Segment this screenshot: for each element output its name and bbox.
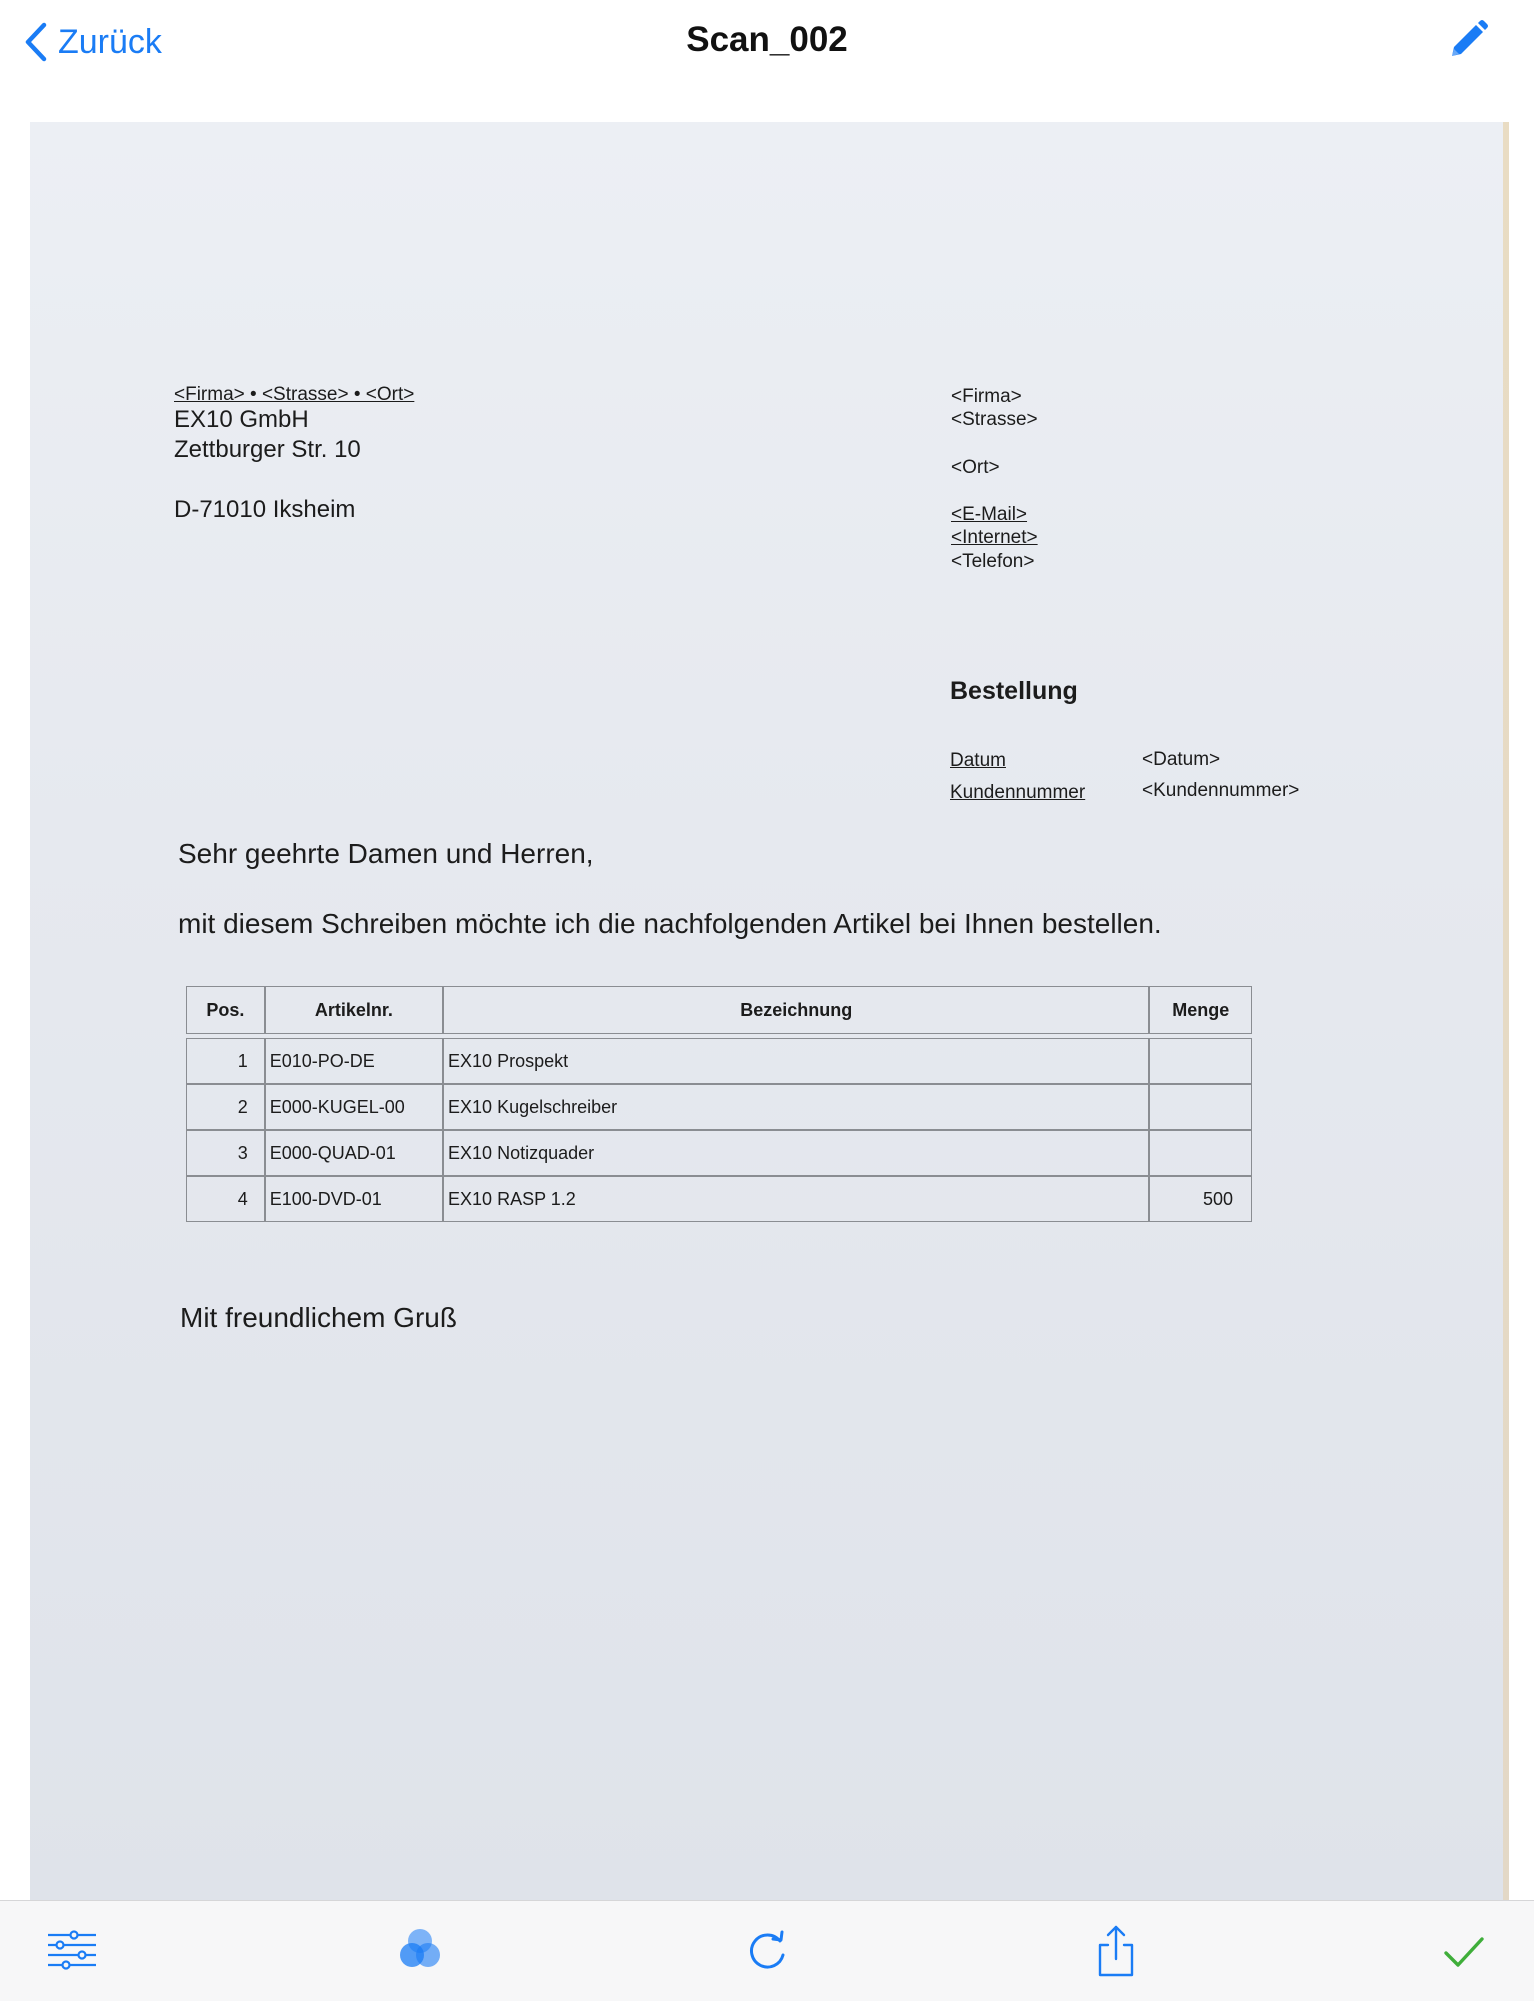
kundennummer-label: Kundennummer	[950, 782, 1086, 803]
sender-address-line: <Firma> • <Strasse> • <Ort>	[174, 384, 415, 405]
cell-menge	[1149, 1084, 1252, 1130]
cell-bezeichnung: EX10 Notizquader	[443, 1130, 1149, 1176]
adjust-button[interactable]	[44, 1923, 100, 1979]
done-button[interactable]	[1436, 1923, 1492, 1979]
recipient-internet: <Internet>	[951, 527, 1038, 548]
cell-pos: 3	[186, 1130, 265, 1176]
rotate-icon	[740, 1923, 796, 1979]
column-header-bezeichnung: Bezeichnung	[443, 986, 1149, 1034]
cell-menge	[1149, 1130, 1252, 1176]
salutation: Sehr geehrte Damen und Herren,	[178, 838, 594, 869]
cell-pos: 1	[186, 1038, 265, 1084]
cell-artikelnr: E100-DVD-01	[265, 1176, 443, 1222]
share-icon	[1088, 1923, 1144, 1979]
document-heading: Bestellung	[950, 677, 1078, 705]
cell-menge	[1149, 1038, 1252, 1084]
sender-name: EX10 GmbH	[174, 406, 309, 433]
scanned-document	[30, 122, 1506, 1900]
share-button[interactable]	[1088, 1923, 1144, 1979]
table-row	[186, 1038, 1252, 1084]
page-title: Scan_002	[686, 20, 848, 59]
filter-button[interactable]	[392, 1923, 448, 1979]
column-header-menge: Menge	[1149, 986, 1252, 1034]
cell-bezeichnung: EX10 RASP 1.2	[443, 1176, 1149, 1222]
datum-value: <Datum>	[1142, 749, 1221, 770]
sliders-icon	[44, 1923, 100, 1979]
navigation-bar	[0, 0, 1534, 88]
cell-artikelnr: E000-KUGEL-00	[265, 1084, 443, 1130]
datum-label: Datum	[950, 750, 1006, 771]
closing-text: Mit freundlichem Gruß	[180, 1302, 457, 1333]
pencil-icon	[1440, 55, 1492, 72]
cell-pos: 4	[186, 1176, 265, 1222]
edit-button[interactable]	[1440, 16, 1492, 68]
cell-bezeichnung: EX10 Kugelschreiber	[443, 1084, 1149, 1130]
back-label: Zurück	[58, 22, 162, 61]
column-header-pos: Pos.	[186, 986, 265, 1034]
table-row	[186, 1130, 1252, 1176]
recipient-strasse: <Strasse>	[951, 409, 1038, 430]
table-header-row	[186, 986, 1252, 1034]
recipient-email: <E-Mail>	[951, 504, 1028, 525]
table-row	[186, 1176, 1252, 1222]
color-filter-icon	[392, 1923, 448, 1979]
rotate-button[interactable]	[740, 1923, 796, 1979]
recipient-ort: <Ort>	[951, 457, 1000, 478]
cell-artikelnr: E010-PO-DE	[265, 1038, 443, 1084]
intro-text: mit diesem Schreiben möchte ich die nachfolgenden Artikel bei Ihnen bestellen.	[178, 908, 1162, 939]
cell-pos: 2	[186, 1084, 265, 1130]
kundennummer-value: <Kundennummer>	[1142, 780, 1300, 801]
cell-artikelnr: E000-QUAD-01	[265, 1130, 443, 1176]
column-header-artikelnr: Artikelnr.	[265, 986, 443, 1034]
checkmark-icon	[1436, 1923, 1492, 1979]
paper-edge	[1503, 122, 1509, 1900]
cell-menge: 500	[1149, 1176, 1252, 1222]
sender-street: Zettburger Str. 10	[174, 436, 361, 463]
bottom-toolbar	[0, 1900, 1534, 2001]
recipient-telefon: <Telefon>	[951, 551, 1035, 572]
table-row	[186, 1084, 1252, 1130]
order-table	[186, 986, 1252, 1222]
recipient-firma: <Firma>	[951, 386, 1022, 407]
sender-city: D-71010 Iksheim	[174, 496, 356, 523]
cell-bezeichnung: EX10 Prospekt	[443, 1038, 1149, 1084]
